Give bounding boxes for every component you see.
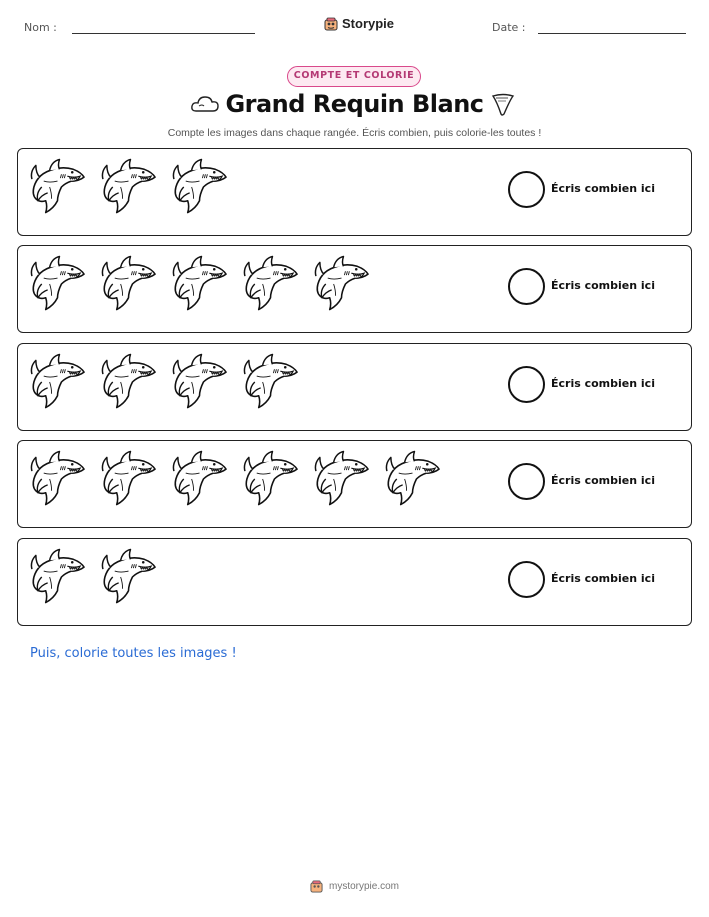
answer-label: Écris combien ici (551, 572, 655, 585)
shark-group (28, 352, 300, 422)
shark-icon (170, 254, 229, 314)
answer-label: Écris combien ici (551, 377, 655, 390)
shark-icon (241, 254, 300, 314)
shark-icon (28, 547, 87, 607)
name-field[interactable] (72, 33, 255, 34)
shark-icon (28, 352, 87, 412)
count-row (17, 343, 692, 431)
shark-tooth-icon (490, 92, 516, 118)
shark-icon (99, 254, 158, 314)
shark-group (28, 157, 229, 227)
activity-badge: COMPTE ET COLORIE (287, 66, 421, 87)
brand-name: Storypie (342, 16, 395, 31)
count-row (17, 538, 692, 626)
answer-circle[interactable] (508, 463, 545, 500)
shark-icon (28, 254, 87, 314)
answer-circle[interactable] (508, 561, 545, 598)
count-row (17, 245, 692, 333)
answer-circle[interactable] (508, 268, 545, 305)
storypie-logo-icon (310, 880, 323, 893)
header (0, 16, 709, 40)
instructions: Compte les images dans chaque rangée. Écris combien, puis colorie-les toutes ! (167, 127, 542, 139)
shark-icon (28, 157, 87, 217)
shark-icon (170, 449, 229, 509)
date-field[interactable] (538, 33, 686, 34)
storypie-logo-icon (324, 17, 338, 31)
shark-icon (99, 449, 158, 509)
brand (324, 16, 394, 31)
footer-instruction: Puis, colorie toutes les images ! (30, 646, 237, 661)
name-label: Nom : (24, 21, 57, 34)
count-row (17, 148, 692, 236)
shark-icon (170, 157, 229, 217)
answer-label: Écris combien ici (551, 279, 655, 292)
shark-icon (241, 449, 300, 509)
shark-icon (312, 449, 371, 509)
shark-icon (170, 352, 229, 412)
shark-group (28, 547, 158, 617)
answer-circle[interactable] (508, 171, 545, 208)
shark-icon (99, 547, 158, 607)
shark-group (28, 254, 371, 324)
answer-label: Écris combien ici (551, 182, 655, 195)
count-row (17, 440, 692, 528)
shark-group (28, 449, 442, 519)
shark-icon (99, 157, 158, 217)
page-title: Grand Requin Blanc (225, 90, 484, 118)
shark-icon (99, 352, 158, 412)
shark-icon (312, 254, 371, 314)
date-label: Date : (492, 21, 526, 34)
shark-icon (28, 449, 87, 509)
shark-icon (383, 449, 442, 509)
answer-circle[interactable] (508, 366, 545, 403)
footer (0, 880, 709, 893)
answer-label: Écris combien ici (551, 474, 655, 487)
shark-icon (241, 352, 300, 412)
footer-url[interactable]: mystorypie.com (328, 881, 399, 892)
